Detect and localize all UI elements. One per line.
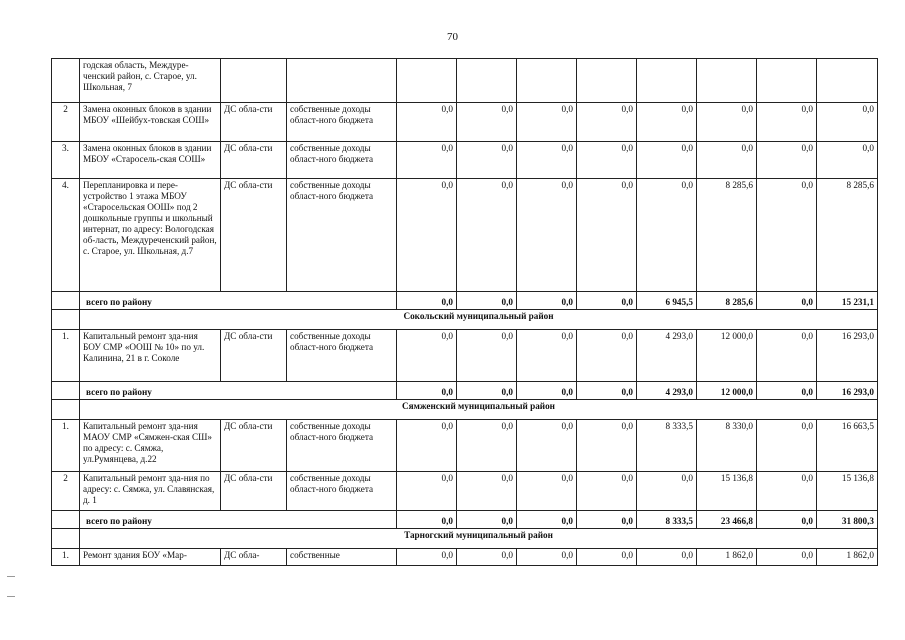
value-cell: 0,0 bbox=[637, 549, 697, 566]
value-cell: 0,0 bbox=[457, 472, 517, 511]
value-cell: 0,0 bbox=[637, 179, 697, 292]
value-cell: 16 293,0 bbox=[817, 330, 878, 382]
total-value: 0,0 bbox=[577, 382, 637, 400]
total-value: 16 293,0 bbox=[817, 382, 878, 400]
funding-source: собственные доходы област-ного бюджета bbox=[287, 142, 397, 179]
object-name: Замена оконных блоков в здании МБОУ «Старосель-ская СОШ» bbox=[80, 142, 221, 179]
district-header-row bbox=[52, 400, 878, 420]
value-cell: 0,0 bbox=[517, 142, 577, 179]
table-row bbox=[52, 549, 878, 566]
value-cell: 0,0 bbox=[637, 142, 697, 179]
total-value: 0,0 bbox=[397, 292, 457, 310]
value-cell: 0,0 bbox=[637, 472, 697, 511]
value-cell: 0,0 bbox=[397, 549, 457, 566]
value-cell: 0,0 bbox=[517, 420, 577, 472]
district-title: Тарногский муниципальный район bbox=[80, 529, 878, 549]
value-cell: 0,0 bbox=[397, 179, 457, 292]
value-cell: 1 862,0 bbox=[697, 549, 757, 566]
total-value: 23 466,8 bbox=[697, 511, 757, 529]
executor: ДС обла-сти bbox=[221, 330, 287, 382]
total-label: всего по району bbox=[80, 382, 397, 400]
total-value: 0,0 bbox=[577, 292, 637, 310]
value-cell: 0,0 bbox=[457, 549, 517, 566]
district-total-row bbox=[52, 292, 878, 310]
value-cell: 0,0 bbox=[757, 549, 817, 566]
value-cell: 4 293,0 bbox=[637, 330, 697, 382]
value-cell: 0,0 bbox=[577, 103, 637, 142]
total-value: 0,0 bbox=[757, 382, 817, 400]
funding-source: собственные доходы област-ного бюджета bbox=[287, 103, 397, 142]
value-cell: 0,0 bbox=[817, 103, 878, 142]
value-cell: 0,0 bbox=[457, 103, 517, 142]
executor: ДС обла- bbox=[221, 549, 287, 566]
value-cell: 0,0 bbox=[517, 472, 577, 511]
executor: ДС обла-сти bbox=[221, 142, 287, 179]
value-cell: 8 285,6 bbox=[697, 179, 757, 292]
funding-source: собственные доходы област-ного бюджета bbox=[287, 330, 397, 382]
value-cell: 0,0 bbox=[577, 142, 637, 179]
value-cell: 0,0 bbox=[517, 330, 577, 382]
value-cell: 0,0 bbox=[457, 420, 517, 472]
value-cell: 0,0 bbox=[757, 472, 817, 511]
value-cell: 8 330,0 bbox=[697, 420, 757, 472]
total-value: 0,0 bbox=[517, 511, 577, 529]
value-cell: 0,0 bbox=[397, 142, 457, 179]
funding-source: собственные bbox=[287, 549, 397, 566]
total-value: 12 000,0 bbox=[697, 382, 757, 400]
row-number: 3. bbox=[52, 142, 80, 179]
row-number: 1. bbox=[52, 330, 80, 382]
value-cell: 0,0 bbox=[577, 179, 637, 292]
value-cell: 0,0 bbox=[757, 142, 817, 179]
total-value: 6 945,5 bbox=[637, 292, 697, 310]
value-cell: 0,0 bbox=[757, 103, 817, 142]
value-cell: 0,0 bbox=[397, 330, 457, 382]
value-cell: 0,0 bbox=[757, 420, 817, 472]
value-cell: 0,0 bbox=[397, 472, 457, 511]
district-title: Сямженский муниципальный район bbox=[80, 400, 878, 420]
value-cell: 0,0 bbox=[697, 103, 757, 142]
value-cell: 0,0 bbox=[457, 142, 517, 179]
value-cell: 1 862,0 bbox=[817, 549, 878, 566]
district-header-row bbox=[52, 529, 878, 549]
total-label: всего по району bbox=[80, 292, 397, 310]
row-number: 2 bbox=[52, 103, 80, 142]
district-title: Сокольский муниципальный район bbox=[80, 310, 878, 330]
row-number: 2 bbox=[52, 472, 80, 511]
object-name: Капитальный ремонт зда-ния МАОУ СМР «Сямжен-ская СШ» по адресу: с. Сямжа, ул.Румянцева, д.22 bbox=[80, 420, 221, 472]
value-cell: 0,0 bbox=[577, 549, 637, 566]
value-cell: 0,0 bbox=[517, 179, 577, 292]
value-cell: 0,0 bbox=[397, 420, 457, 472]
table-row bbox=[52, 142, 878, 179]
value-cell: 0,0 bbox=[457, 179, 517, 292]
value-cell: 12 000,0 bbox=[697, 330, 757, 382]
total-value: 4 293,0 bbox=[637, 382, 697, 400]
object-name: Капитальный ремонт зда-ния по адресу: с. Сямжа, ул. Славянская, д. 1 bbox=[80, 472, 221, 511]
value-cell: 0,0 bbox=[757, 330, 817, 382]
total-value: 8 285,6 bbox=[697, 292, 757, 310]
value-cell: 0,0 bbox=[517, 549, 577, 566]
total-value: 0,0 bbox=[517, 292, 577, 310]
page-number: 70 bbox=[447, 31, 458, 43]
margin-mark bbox=[7, 576, 15, 577]
value-cell: 0,0 bbox=[577, 472, 637, 511]
value-cell: 0,0 bbox=[397, 103, 457, 142]
table-row bbox=[52, 420, 878, 472]
object-name: Капитальный ремонт зда-ния БОУ СМР «ООШ № 10» по ул. Калинина, 21 в г. Соколе bbox=[80, 330, 221, 382]
object-name: Замена оконных блоков в здании МБОУ «Шейбух-товская СОШ» bbox=[80, 103, 221, 142]
value-cell: 15 136,8 bbox=[697, 472, 757, 511]
total-value: 8 333,5 bbox=[637, 511, 697, 529]
object-name: Ремонт здания БОУ «Мар- bbox=[80, 549, 221, 566]
table-row bbox=[52, 330, 878, 382]
margin-mark bbox=[7, 596, 15, 597]
executor: ДС обла-сти bbox=[221, 472, 287, 511]
executor: ДС обла-сти bbox=[221, 103, 287, 142]
row-number bbox=[52, 59, 80, 103]
funding-source: собственные доходы област-ного бюджета bbox=[287, 420, 397, 472]
row-number: 1. bbox=[52, 549, 80, 566]
value-cell: 0,0 bbox=[577, 330, 637, 382]
total-value: 0,0 bbox=[397, 511, 457, 529]
row-number: 4. bbox=[52, 179, 80, 292]
budget-table bbox=[51, 58, 878, 566]
funding-source: собственные доходы област-ного бюджета bbox=[287, 179, 397, 292]
district-total-row bbox=[52, 511, 878, 529]
total-value: 0,0 bbox=[457, 511, 517, 529]
value-cell: 0,0 bbox=[697, 142, 757, 179]
table-row bbox=[52, 59, 878, 103]
value-cell: 8 333,5 bbox=[637, 420, 697, 472]
district-total-row bbox=[52, 382, 878, 400]
value-cell: 0,0 bbox=[577, 420, 637, 472]
value-cell: 0,0 bbox=[757, 179, 817, 292]
total-value: 0,0 bbox=[577, 511, 637, 529]
object-name: Перепланировка и пере-устройство 1 этажа МБОУ «Старосельская ООШ» под 2 дошкольные группы и школьный интернат, по адресу: Вологодская об-ласть, Междуреченский район, с. Старое, ул. Школьная, д.7 bbox=[80, 179, 221, 292]
total-value: 0,0 bbox=[757, 511, 817, 529]
table-row bbox=[52, 179, 878, 292]
executor: ДС обла-сти bbox=[221, 179, 287, 292]
value-cell: 0,0 bbox=[517, 103, 577, 142]
total-value: 31 800,3 bbox=[817, 511, 878, 529]
value-cell: 0,0 bbox=[817, 142, 878, 179]
executor: ДС обла-сти bbox=[221, 420, 287, 472]
table-row bbox=[52, 103, 878, 142]
value-cell: 16 663,5 bbox=[817, 420, 878, 472]
funding-source: собственные доходы област-ного бюджета bbox=[287, 472, 397, 511]
total-value: 15 231,1 bbox=[817, 292, 878, 310]
row-number: 1. bbox=[52, 420, 80, 472]
district-header-row bbox=[52, 310, 878, 330]
total-value: 0,0 bbox=[457, 292, 517, 310]
table-row bbox=[52, 472, 878, 511]
value-cell: 0,0 bbox=[637, 103, 697, 142]
total-value: 0,0 bbox=[397, 382, 457, 400]
object-name: годская область, Междуре-ченский район, с. Старое, ул. Школьная, 7 bbox=[80, 59, 221, 103]
value-cell: 8 285,6 bbox=[817, 179, 878, 292]
total-value: 0,0 bbox=[457, 382, 517, 400]
value-cell: 15 136,8 bbox=[817, 472, 878, 511]
total-value: 0,0 bbox=[517, 382, 577, 400]
total-value: 0,0 bbox=[757, 292, 817, 310]
total-label: всего по району bbox=[80, 511, 397, 529]
value-cell: 0,0 bbox=[457, 330, 517, 382]
